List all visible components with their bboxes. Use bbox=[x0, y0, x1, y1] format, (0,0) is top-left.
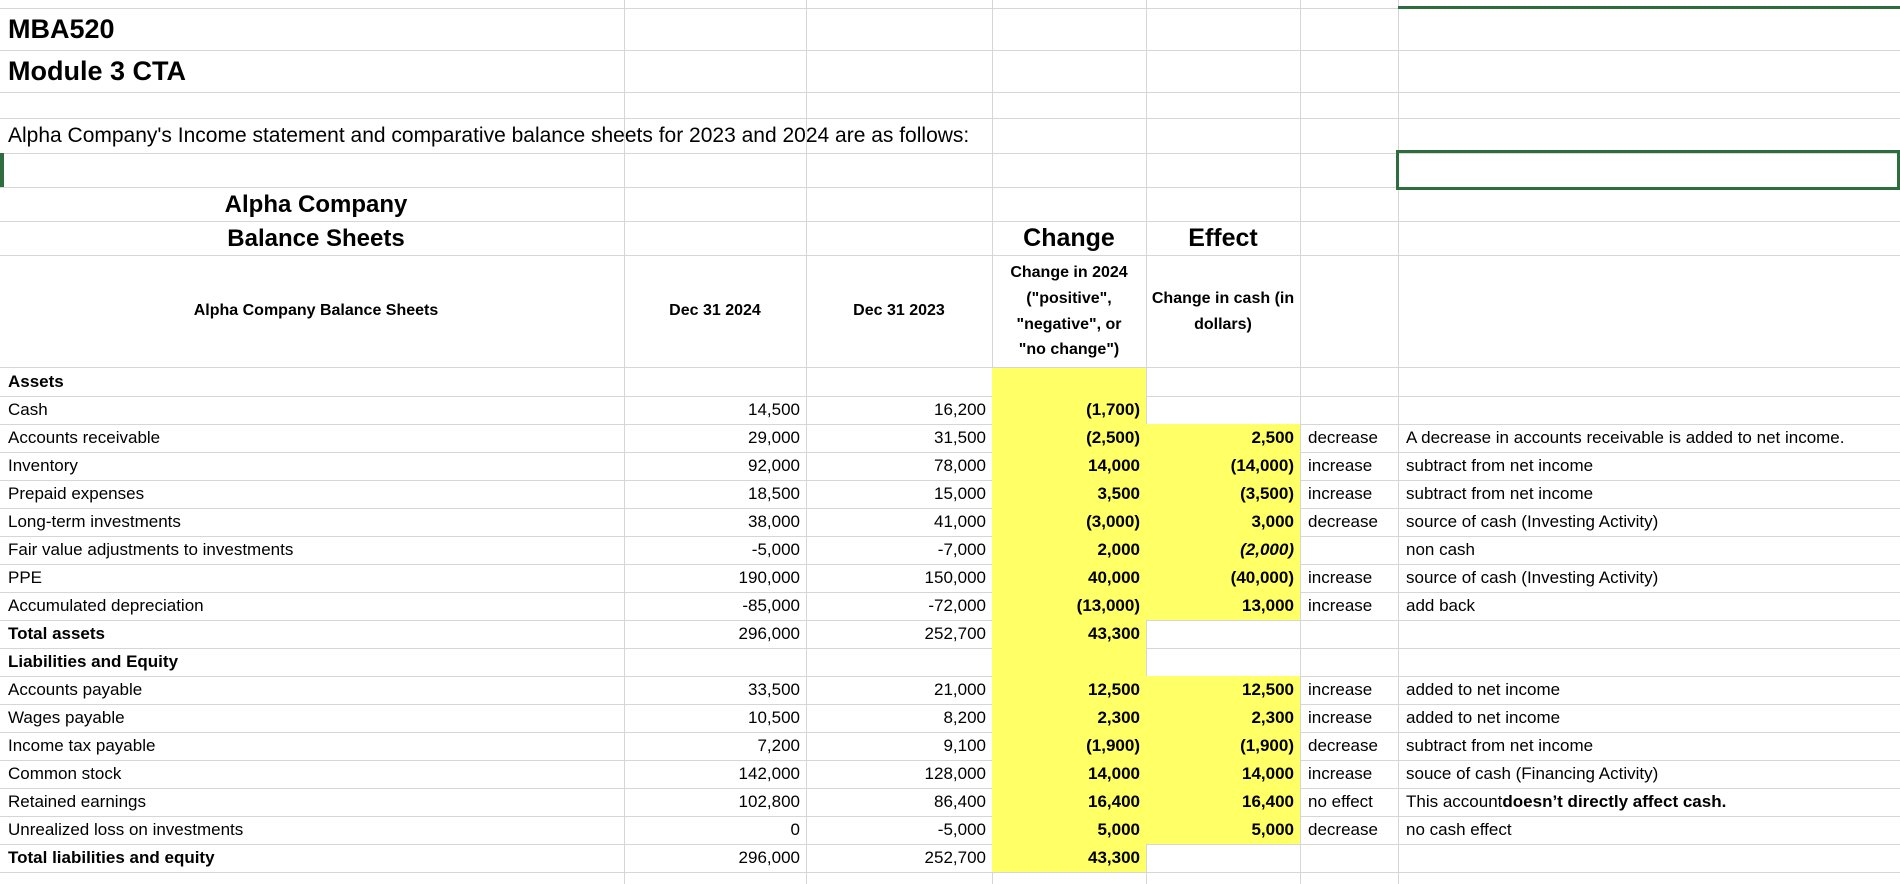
cell-change[interactable] bbox=[992, 368, 1146, 396]
row-label[interactable]: Prepaid expenses bbox=[8, 484, 145, 504]
row-label[interactable]: Liabilities and Equity bbox=[8, 652, 179, 672]
note-text: source of cash (Investing Activity) bbox=[1406, 512, 1659, 532]
cell-direction[interactable] bbox=[1300, 844, 1398, 872]
cell-dec2023[interactable]: 16,200 bbox=[934, 400, 986, 420]
cell-dec2024[interactable]: 296,000 bbox=[738, 624, 800, 644]
col-header-change-line: "no change") bbox=[1018, 341, 1120, 359]
cell-direction[interactable] bbox=[1300, 648, 1398, 676]
cell-cash-change[interactable]: 16,400 bbox=[1146, 788, 1300, 816]
note-text: A decrease in accounts receivable is added to net income. bbox=[1406, 428, 1845, 448]
cell-direction[interactable]: increase bbox=[1308, 484, 1373, 504]
cell-dec2024[interactable]: 92,000 bbox=[748, 456, 800, 476]
cell-note[interactable] bbox=[1398, 816, 1900, 844]
report-title-balance-sheets: Balance Sheets bbox=[227, 224, 405, 252]
cell-dec2024[interactable]: 29,000 bbox=[748, 428, 800, 448]
col-header-dec2023: Dec 31 2023 bbox=[853, 302, 945, 320]
col-header-change-line: Change in 2024 bbox=[1010, 264, 1128, 282]
cell-dec2023[interactable]: 21,000 bbox=[934, 680, 986, 700]
row-label[interactable]: Inventory bbox=[8, 456, 78, 476]
cell-change[interactable]: 14,000 bbox=[992, 760, 1146, 788]
grid-line bbox=[0, 92, 1900, 93]
report-title-company: Alpha Company bbox=[224, 191, 408, 219]
cell-note[interactable] bbox=[1398, 844, 1900, 872]
cell-direction[interactable]: increase bbox=[1308, 596, 1373, 616]
cell-dec2024[interactable]: 7,200 bbox=[757, 736, 800, 756]
cell-note[interactable] bbox=[1398, 396, 1900, 424]
note-text: subtract from net income bbox=[1406, 456, 1594, 476]
cell-direction[interactable]: decrease bbox=[1308, 736, 1378, 756]
column-selection-edge bbox=[1398, 6, 1900, 9]
note-bold-text: doesn’t directly affect cash. bbox=[1502, 792, 1727, 812]
col-header-effect-line: dollars) bbox=[1194, 315, 1252, 333]
cell-dec2024[interactable]: 102,800 bbox=[738, 792, 800, 812]
cell-change[interactable]: 2,300 bbox=[992, 704, 1146, 732]
cell-dec2024[interactable] bbox=[624, 368, 806, 396]
cell-dec2023[interactable]: 150,000 bbox=[924, 568, 986, 588]
cell-cash-change[interactable]: 12,500 bbox=[1146, 676, 1300, 704]
note-text: subtract from net income bbox=[1406, 736, 1594, 756]
cell-change[interactable]: (1,700) bbox=[992, 396, 1146, 424]
note-text: subtract from net income bbox=[1406, 484, 1594, 504]
cell-dec2023[interactable]: 31,500 bbox=[934, 428, 986, 448]
cell-direction[interactable]: no effect bbox=[1308, 792, 1373, 812]
cell-note[interactable] bbox=[1398, 564, 1900, 592]
cell-direction[interactable] bbox=[1300, 396, 1398, 424]
cell-direction[interactable]: increase bbox=[1308, 568, 1373, 588]
cell-change[interactable]: 14,000 bbox=[992, 452, 1146, 480]
col-header-effect bbox=[1146, 256, 1300, 367]
note-text: no cash effect bbox=[1406, 820, 1512, 840]
cell-change[interactable]: 5,000 bbox=[992, 816, 1146, 844]
cell-dec2024[interactable]: 0 bbox=[790, 820, 800, 840]
cell-cash-change[interactable]: 2,300 bbox=[1146, 704, 1300, 732]
cell-note[interactable] bbox=[1398, 704, 1900, 732]
cell-cash-change[interactable]: (2,000) bbox=[1146, 536, 1300, 564]
row-label[interactable]: Common stock bbox=[8, 764, 122, 784]
row-label[interactable]: Income tax payable bbox=[8, 736, 156, 756]
cell-direction[interactable]: increase bbox=[1308, 708, 1373, 728]
cell-dec2023[interactable] bbox=[806, 368, 992, 396]
col-header-dec2024: Dec 31 2024 bbox=[669, 302, 761, 320]
cell-direction[interactable]: increase bbox=[1308, 680, 1373, 700]
change-section-header: Change bbox=[1023, 224, 1115, 253]
row-label[interactable]: PPE bbox=[8, 568, 43, 588]
cell-direction[interactable] bbox=[1300, 536, 1398, 564]
row-label[interactable]: Wages payable bbox=[8, 708, 125, 728]
cell-change[interactable]: (1,900) bbox=[992, 732, 1146, 760]
cell-dec2023[interactable]: -7,000 bbox=[937, 540, 986, 560]
cell-note[interactable] bbox=[1398, 760, 1900, 788]
cell-cash-change[interactable]: 5,000 bbox=[1146, 816, 1300, 844]
cell-dec2024[interactable]: 38,000 bbox=[748, 512, 800, 532]
cell-note[interactable] bbox=[1398, 788, 1900, 816]
cell-dec2023[interactable]: 128,000 bbox=[924, 764, 986, 784]
cell-change[interactable]: 2,000 bbox=[992, 536, 1146, 564]
note-text: This account bbox=[1406, 792, 1503, 812]
cell-cash-change[interactable] bbox=[1146, 648, 1300, 676]
col-header-label: Alpha Company Balance Sheets bbox=[193, 302, 439, 320]
cell-direction[interactable]: decrease bbox=[1308, 428, 1378, 448]
row-label[interactable]: Accounts payable bbox=[8, 680, 143, 700]
cell-note[interactable] bbox=[1398, 480, 1900, 508]
cell-direction[interactable] bbox=[1300, 620, 1398, 648]
cell-cash-change[interactable]: (3,500) bbox=[1146, 480, 1300, 508]
cell-dec2023[interactable]: 252,700 bbox=[924, 624, 986, 644]
col-header-change-line: ("positive", bbox=[1026, 289, 1112, 307]
cell-cash-change[interactable]: (40,000) bbox=[1146, 564, 1300, 592]
cell-dec2024[interactable]: 33,500 bbox=[748, 680, 800, 700]
cell-change[interactable]: (2,500) bbox=[992, 424, 1146, 452]
cell-note[interactable] bbox=[1398, 676, 1900, 704]
cell-change[interactable]: 40,000 bbox=[992, 564, 1146, 592]
row-label[interactable]: Total liabilities and equity bbox=[8, 848, 215, 868]
effect-section-header: Effect bbox=[1188, 224, 1258, 253]
cell-dec2024[interactable]: 14,500 bbox=[748, 400, 800, 420]
cell-note[interactable] bbox=[1398, 592, 1900, 620]
cell-cash-change[interactable] bbox=[1146, 620, 1300, 648]
cell-direction[interactable]: decrease bbox=[1308, 512, 1378, 532]
cell-note[interactable] bbox=[1398, 424, 1900, 452]
row-label[interactable]: Retained earnings bbox=[8, 792, 146, 812]
row-label[interactable]: Unrealized loss on investments bbox=[8, 820, 244, 840]
cell-change[interactable]: (3,000) bbox=[992, 508, 1146, 536]
grid-line bbox=[0, 872, 1900, 873]
row-label[interactable]: Long-term investments bbox=[8, 512, 181, 532]
cell-dec2023[interactable]: 9,100 bbox=[943, 736, 986, 756]
cell-direction[interactable]: decrease bbox=[1308, 820, 1378, 840]
cell-note[interactable] bbox=[1398, 620, 1900, 648]
row-marker bbox=[0, 153, 4, 187]
row-label[interactable]: Accounts receivable bbox=[8, 428, 161, 448]
cell-dec2023[interactable]: 15,000 bbox=[934, 484, 986, 504]
cell-direction[interactable]: increase bbox=[1308, 456, 1373, 476]
cell-dec2024[interactable]: 10,500 bbox=[748, 708, 800, 728]
cell-change[interactable] bbox=[992, 648, 1146, 676]
selected-cell[interactable] bbox=[1396, 150, 1900, 190]
cell-dec2023[interactable]: 78,000 bbox=[934, 456, 986, 476]
cell-dec2023[interactable]: 252,700 bbox=[924, 848, 986, 868]
cell-dec2023[interactable]: 86,400 bbox=[934, 792, 986, 812]
cell-cash-change[interactable]: 3,000 bbox=[1146, 508, 1300, 536]
cell-direction[interactable] bbox=[1300, 368, 1398, 396]
cell-cash-change[interactable]: 13,000 bbox=[1146, 592, 1300, 620]
row-label[interactable]: Fair value adjustments to investments bbox=[8, 540, 294, 560]
col-header-change bbox=[992, 256, 1146, 367]
cell-direction[interactable]: increase bbox=[1308, 764, 1373, 784]
note-text: added to net income bbox=[1406, 708, 1561, 728]
cell-cash-change[interactable] bbox=[1146, 396, 1300, 424]
cell-change[interactable]: 43,300 bbox=[992, 844, 1146, 872]
cell-cash-change[interactable] bbox=[1146, 844, 1300, 872]
cell-cash-change[interactable]: 2,500 bbox=[1146, 424, 1300, 452]
cell-note[interactable] bbox=[1398, 368, 1900, 396]
course-title: MBA520 bbox=[8, 14, 115, 45]
cell-cash-change[interactable]: (14,000) bbox=[1146, 452, 1300, 480]
cell-note[interactable] bbox=[1398, 452, 1900, 480]
cell-change[interactable]: 12,500 bbox=[992, 676, 1146, 704]
cell-change[interactable]: 43,300 bbox=[992, 620, 1146, 648]
cell-change[interactable]: 16,400 bbox=[992, 788, 1146, 816]
row-label[interactable]: Total assets bbox=[8, 624, 106, 644]
cell-cash-change[interactable] bbox=[1146, 368, 1300, 396]
note-text: added to net income bbox=[1406, 680, 1561, 700]
cell-dec2023[interactable] bbox=[806, 648, 992, 676]
cell-note[interactable] bbox=[1398, 508, 1900, 536]
col-header-effect-line: Change in cash (in bbox=[1151, 289, 1295, 307]
note-text: source of cash (Investing Activity) bbox=[1406, 568, 1659, 588]
cell-note[interactable] bbox=[1398, 732, 1900, 760]
cell-dec2024[interactable]: -85,000 bbox=[742, 596, 800, 616]
cell-dec2024[interactable]: 190,000 bbox=[738, 568, 800, 588]
cell-dec2023[interactable]: 8,200 bbox=[943, 708, 986, 728]
cell-dec2024[interactable] bbox=[624, 648, 806, 676]
cell-dec2024[interactable]: 296,000 bbox=[738, 848, 800, 868]
note-text: add back bbox=[1406, 596, 1475, 616]
cell-dec2023[interactable]: -5,000 bbox=[937, 820, 986, 840]
cell-change[interactable]: (13,000) bbox=[992, 592, 1146, 620]
note-text: non cash bbox=[1406, 540, 1475, 560]
note-text: souce of cash (Financing Activity) bbox=[1406, 764, 1659, 784]
row-label[interactable]: Accumulated depreciation bbox=[8, 596, 204, 616]
module-title: Module 3 CTA bbox=[8, 56, 186, 87]
cell-note[interactable] bbox=[1398, 536, 1900, 564]
cell-dec2023[interactable]: -72,000 bbox=[928, 596, 986, 616]
intro-text: Alpha Company's Income statement and comparative balance sheets for 2023 and 2024 are as follows: bbox=[8, 124, 970, 148]
cell-change[interactable]: 3,500 bbox=[992, 480, 1146, 508]
grid-line bbox=[0, 118, 1900, 119]
col-header-change-line: "negative", or bbox=[1016, 315, 1122, 333]
cell-dec2024[interactable]: 18,500 bbox=[748, 484, 800, 504]
cell-dec2024[interactable]: 142,000 bbox=[738, 764, 800, 784]
cell-cash-change[interactable]: (1,900) bbox=[1146, 732, 1300, 760]
row-label[interactable]: Cash bbox=[8, 400, 48, 420]
row-label[interactable]: Assets bbox=[8, 372, 64, 392]
cell-note[interactable] bbox=[1398, 648, 1900, 676]
cell-dec2023[interactable]: 41,000 bbox=[934, 512, 986, 532]
cell-dec2024[interactable]: -5,000 bbox=[751, 540, 800, 560]
cell-cash-change[interactable]: 14,000 bbox=[1146, 760, 1300, 788]
grid-line bbox=[0, 50, 1900, 51]
